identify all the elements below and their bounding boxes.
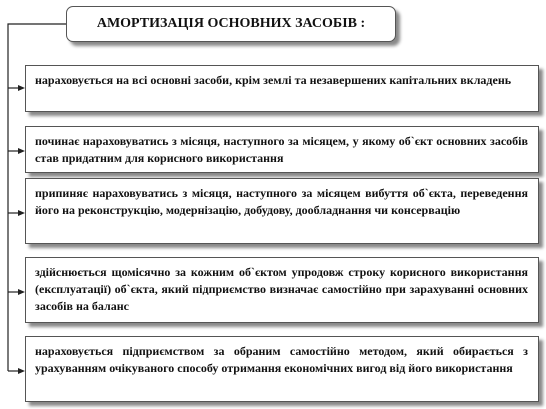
arrow-head-2	[18, 148, 25, 154]
item-box-3	[25, 178, 539, 244]
item-box-4	[25, 257, 539, 323]
item-box-1	[25, 65, 539, 112]
arrow-head-4	[18, 289, 25, 295]
item-text-3: припиняє нараховуватись з місяця, наступного за місяцем вибуття об`єкта, переведення його на реконструкцію, модернізацію, добудову, дообладнання чи консервацію	[35, 186, 528, 217]
item-text-1: нараховується на всі основні засоби, крім землі та незавершених капітальних вкладень	[35, 73, 512, 87]
item-box-5	[25, 336, 539, 402]
item-text-4: здійснюється щомісячно за кожним об`єктом упродовж строку корисного використання (експлуатації) об`єкта, який підприємство визначає самостійно при зарахуванні основних засобів на баланс	[35, 265, 528, 313]
diagram-title	[66, 6, 396, 42]
arrow-head-5	[18, 368, 25, 374]
item-text-2: починає нараховуватись з місяця, наступного за місяцем, у якому об`єкт основних засобів став придатним для корисного використання	[35, 134, 528, 165]
arrow-head-3	[18, 210, 25, 216]
item-box-2	[25, 126, 539, 173]
item-text-5: нараховується підприємством за обраним самостійно методом, який обирається з урахуванням очікуваного способу отримання економічних вигод від його використання	[35, 344, 528, 375]
title-text: АМОРТИЗАЦІЯ ОСНОВНИХ ЗАСОБІВ :	[96, 16, 366, 31]
arrow-head-1	[18, 85, 25, 91]
